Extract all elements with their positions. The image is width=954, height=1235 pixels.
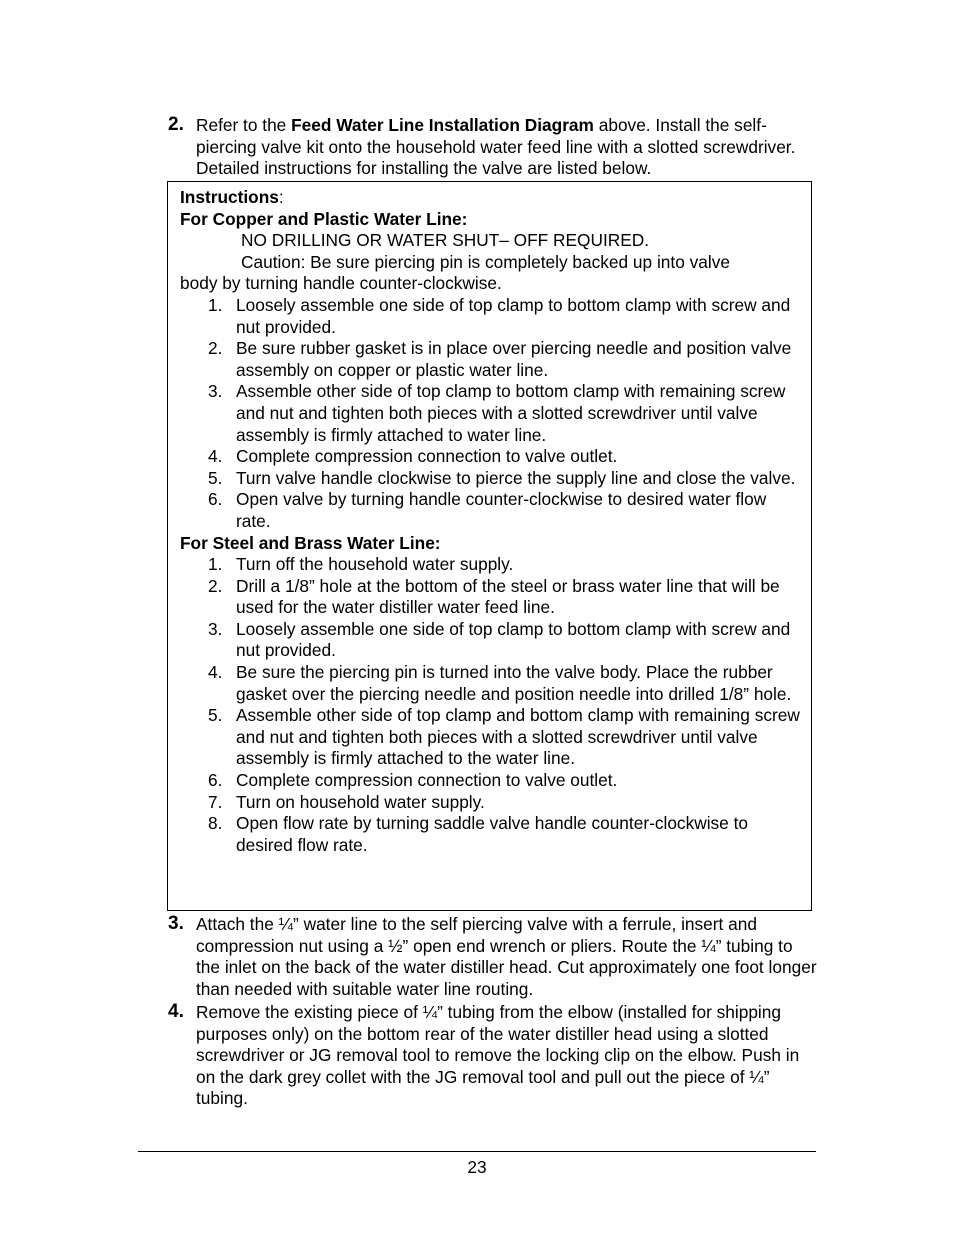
- list-item: [180, 619, 811, 662]
- step-2: [168, 115, 818, 180]
- step-2-text: [196, 115, 818, 180]
- item-number: 3.: [208, 618, 223, 639]
- item-text: Assemble other side of top clamp to bottom clamp with remaining screw and nut and tighten both pieces with a slotted screwdriver until valve assembly is firmly attached to water line.: [236, 381, 786, 445]
- item-number: 5.: [208, 705, 223, 726]
- instructions-heading-colon: :: [278, 187, 284, 207]
- item-number: 1.: [208, 554, 223, 575]
- item-text: Loosely assemble one side of top clamp to bottom clamp with screw and nut provided.: [236, 294, 791, 337]
- list-item: [180, 446, 811, 468]
- instructions-heading-label: Instructions: [180, 187, 279, 207]
- footer-divider: [138, 1151, 816, 1152]
- item-number: 6.: [208, 489, 223, 510]
- step-3: [168, 914, 818, 1000]
- list-item: [180, 489, 811, 532]
- copper-section-title: For Copper and Plastic Water Line:: [180, 208, 468, 229]
- item-text: Drill a 1/8” hole at the bottom of the steel or brass water line that will be used for the water distiller water feed line.: [236, 575, 780, 618]
- instructions-heading: [180, 187, 811, 209]
- list-item: [180, 554, 811, 576]
- copper-steps-list: [180, 295, 811, 533]
- item-text: Turn valve handle clockwise to pierce the supply line and close the valve.: [236, 467, 796, 488]
- item-text: Open flow rate by turning saddle valve handle counter-clockwise to desired flow rate.: [236, 813, 748, 855]
- caution-line-1: Caution: Be sure piercing pin is completely backed up into valve: [241, 251, 730, 272]
- list-item: [180, 381, 811, 446]
- list-item: [180, 792, 811, 814]
- item-text: Be sure the piercing pin is turned into the valve body. Place the rubber gasket over the piercing needle and position needle into drilled 1/8” hole.: [236, 662, 792, 704]
- item-number: 2.: [208, 338, 223, 359]
- item-text: Complete compression connection to valve outlet.: [236, 446, 618, 467]
- list-item: [180, 468, 811, 490]
- diagram-reference: Feed Water Line Installation Diagram: [291, 115, 594, 135]
- list-item: [180, 770, 811, 792]
- item-number: 4.: [208, 662, 223, 683]
- item-number: 4.: [208, 446, 223, 467]
- item-number: 8.: [208, 813, 223, 834]
- item-number: 1.: [208, 294, 223, 315]
- step-4-text: Remove the existing piece of ¼” tubing from the elbow (installed for shipping purposes only) on the bottom rear of the water distiller head using a slotted screwdriver or JG removal tool to remove the locking clip on the elbow. Push in on the dark grey collet with the JG removal tool and pull out the piece of ¼” tubing.: [196, 1002, 800, 1109]
- instructions-box: [167, 181, 812, 911]
- item-number: 6.: [208, 770, 223, 791]
- copper-note: NO DRILLING OR WATER SHUT– OFF REQUIRED.: [241, 230, 650, 251]
- step-2-text-after: above. Install the self-piercing valve kit onto the household water feed line with a slotted screwdriver. Detailed instructions for installing the valve are listed below.: [196, 115, 796, 179]
- list-item: [180, 705, 811, 770]
- item-number: 5.: [208, 467, 223, 488]
- step-number: 3.: [168, 913, 184, 934]
- list-item: [180, 813, 811, 856]
- list-item: [180, 662, 811, 705]
- item-number: 2.: [208, 575, 223, 596]
- item-number: 3.: [208, 381, 223, 402]
- page-number: 23: [467, 1157, 487, 1177]
- item-number: 7.: [208, 791, 223, 812]
- list-item: [180, 295, 811, 338]
- item-text: Turn off the household water supply.: [236, 554, 514, 575]
- item-text: Loosely assemble one side of top clamp to bottom clamp with screw and nut provided.: [236, 618, 791, 661]
- item-text: Be sure rubber gasket is in place over piercing needle and position valve assembly on copper or plastic water line.: [236, 338, 792, 380]
- step-number: 2.: [168, 114, 184, 135]
- step-2-text-before: Refer to the: [196, 115, 292, 135]
- steel-steps-list: [180, 554, 811, 856]
- list-item: [180, 338, 811, 381]
- item-text: Complete compression connection to valve outlet.: [236, 770, 618, 791]
- steel-section-title: For Steel and Brass Water Line:: [180, 532, 441, 553]
- list-item: [180, 576, 811, 619]
- item-text: Open valve by turning handle counter-clockwise to desired water flow rate.: [236, 489, 767, 531]
- step-4: [168, 1002, 818, 1110]
- item-text: Assemble other side of top clamp and bottom clamp with remaining screw and nut and tighten both pieces with a slotted screwdriver until valve assembly is firmly attached to the water line.: [236, 705, 800, 769]
- step-3-text: Attach the ¼” water line to the self piercing valve with a ferrule, insert and compression nut using a ½” open end wrench or pliers. Route the ¼” tubing to the inlet on the back of the water distiller head. Cut approximately one foot longer than needed with suitable water line routing.: [196, 914, 817, 999]
- caution-line-2: body by turning handle counter-clockwise.: [180, 273, 502, 294]
- step-number: 4.: [168, 1001, 184, 1022]
- item-text: Turn on household water supply.: [236, 791, 485, 812]
